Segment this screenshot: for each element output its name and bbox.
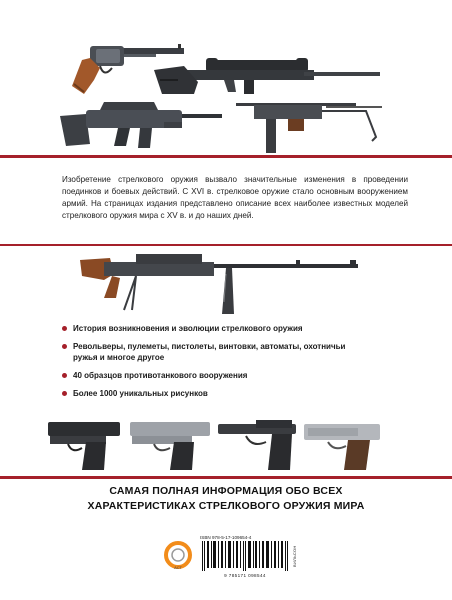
tagline-line-2: ХАРАКТЕРИСТИКАХ СТРЕЛКОВОГО ОРУЖИЯ МИРА <box>87 500 365 512</box>
submachine-gun-illustration <box>226 97 384 153</box>
feature-item: Револьверы, пулеметы, пистолеты, винтовки, автоматы, охотничьи ружья и многое другое <box>62 341 362 363</box>
bullet-dot <box>62 344 67 349</box>
bottom-divider <box>0 476 452 479</box>
bullet-dot <box>62 391 67 396</box>
bullet-dot <box>62 373 67 378</box>
sniper-rifle-illustration <box>154 46 380 98</box>
tagline <box>0 484 452 514</box>
bullet-dot <box>62 326 67 331</box>
pistol-2-illustration <box>128 416 212 472</box>
pistol-4-illustration <box>302 418 382 472</box>
description-text: Изобретение стрелкового оружия вызвало значительные изменения в проведении поединков и боевых действий. С XVI в. стрелковое оружие стало основным вооружением армий. На страницах издания представлено описание всех наиболее известных моделей стрелкового оружия мира с XV в. и до наших дней. <box>62 175 408 221</box>
feature-item: История возникновения и эволюции стрелкового оружия <box>62 323 362 334</box>
feature-item: 40 образцов противотанкового вооружения <box>62 370 362 381</box>
barcode <box>200 541 290 571</box>
mid-divider <box>0 244 452 246</box>
isbn-label: ISBN 978-5-17-109654-4 <box>200 535 252 540</box>
barcode-number: 9 785171 098544 <box>224 573 266 578</box>
publisher-text: ВИЛЬСОН <box>292 545 297 567</box>
publisher-logo-icon <box>164 541 192 569</box>
feature-list <box>62 323 362 406</box>
top-divider <box>0 155 452 158</box>
tagline-line-1: САМАЯ ПОЛНАЯ ИНФОРМАЦИЯ ОБО ВСЕХ <box>109 485 343 497</box>
machine-gun-illustration <box>76 254 358 316</box>
pistol-3-illustration <box>216 418 298 472</box>
logo-text: АСТ <box>174 565 182 569</box>
feature-item: Более 1000 уникальных рисунков <box>62 388 362 399</box>
pistol-1-illustration <box>46 418 122 472</box>
assault-rifle-illustration <box>60 98 222 150</box>
